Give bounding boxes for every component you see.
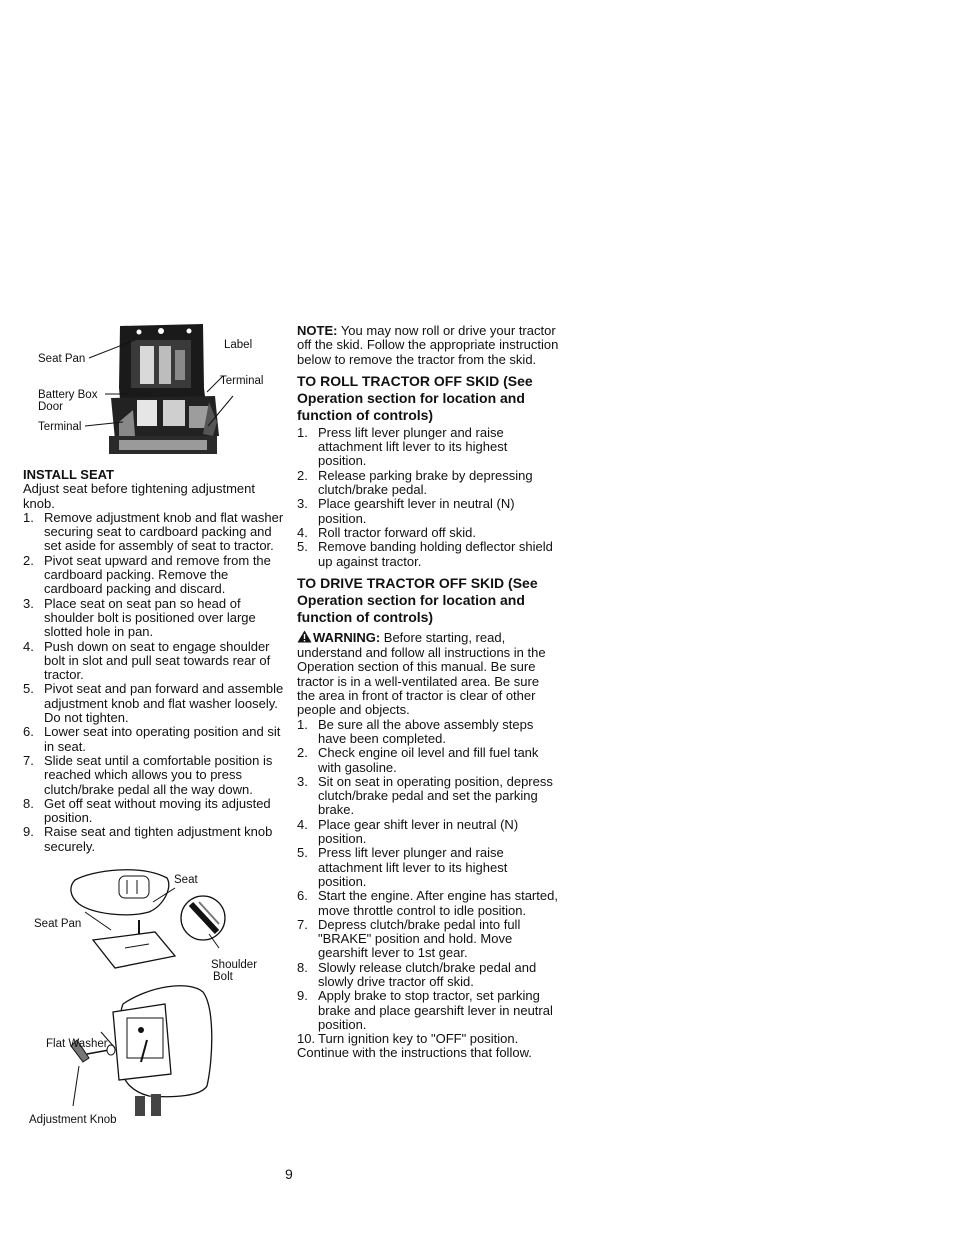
- list-item: [297, 718, 559, 747]
- warning-paragraph: [297, 630, 559, 718]
- figure1-label-battery-box: Battery Box: [38, 389, 98, 401]
- list-item: [23, 554, 285, 597]
- warning-text: Before starting, read, understand and follow all instructions in the Operation section of this manual. Be sure tractor is in a well-ventilated area. Be sure the area in front of tractor is clear of other people and objects.: [297, 629, 546, 718]
- list-item: [297, 961, 559, 990]
- step-number: 8.: [23, 795, 34, 811]
- list-item: [23, 682, 285, 725]
- step-number: 8.: [297, 959, 308, 975]
- list-item: [297, 526, 559, 540]
- list-item: [23, 754, 285, 797]
- figure2-label-adjustment-knob: Adjustment Knob: [29, 1114, 117, 1127]
- step-text: Pivot seat upward and remove from the cardboard packing. Remove the cardboard packing and discard.: [44, 552, 271, 597]
- seat-assembly-figure: [23, 862, 285, 1132]
- figure2-label-seat: Seat: [174, 874, 198, 887]
- step-number: 4.: [23, 638, 34, 654]
- list-item: [297, 989, 559, 1032]
- list-item: [23, 725, 285, 754]
- step-number: 5.: [23, 681, 34, 697]
- install-seat-steps: [23, 511, 285, 854]
- step-text: Remove banding holding deflector shield up against tractor.: [318, 539, 553, 569]
- list-item: [297, 1032, 559, 1046]
- figure2-label-seat-pan: Seat Pan: [34, 918, 82, 931]
- step-text: Apply brake to stop tractor, set parking brake and place gearshift lever in neutral position.: [318, 988, 553, 1032]
- page-number: 9: [285, 1166, 293, 1182]
- figure1-label-seat-pan: Seat Pan: [38, 353, 86, 365]
- figure1-label-terminal-left: Terminal: [38, 421, 82, 433]
- drive-tractor-steps: [297, 718, 559, 1047]
- step-number: 6.: [23, 724, 34, 740]
- step-text: Get off seat without moving its adjusted position.: [44, 795, 271, 826]
- step-number: 4.: [297, 524, 308, 540]
- list-item: [23, 511, 285, 554]
- list-item: [23, 597, 285, 640]
- seat-assembly-illustration: [23, 862, 285, 1132]
- step-text: Press lift lever plunger and raise attachment lift lever to its highest position.: [318, 845, 508, 889]
- battery-box-figure: [23, 318, 285, 458]
- step-number: 3.: [23, 595, 34, 611]
- drive-tractor-heading: TO DRIVE TRACTOR OFF SKID (See Operation section for location and function of controls): [297, 574, 538, 625]
- roll-tractor-heading: TO ROLL TRACTOR OFF SKID (See Operation section for location and function of controls): [297, 372, 533, 423]
- step-number: 4.: [297, 816, 308, 832]
- figure1-label-label: Label: [224, 339, 253, 351]
- step-text: Pivot seat and pan forward and assemble adjustment knob and flat washer loosely. Do not tighten.: [44, 681, 284, 726]
- step-number: 9.: [23, 824, 34, 840]
- step-number: 5.: [297, 539, 308, 555]
- install-seat-intro: Adjust seat before tightening adjustment knob.: [23, 481, 255, 511]
- step-text: Be sure all the above assembly steps have been completed.: [318, 716, 534, 746]
- step-text: Slide seat until a comfortable position is reached which allows you to press clutch/brake pedal all the way down.: [44, 752, 273, 797]
- step-text: Depress clutch/brake pedal into full "BRAKE" position and hold. Move gearshift lever to 1st gear.: [318, 916, 521, 961]
- install-seat-heading: INSTALL SEAT: [23, 467, 114, 482]
- step-number: 2.: [23, 552, 34, 568]
- step-text: Sit on seat in operating position, depress clutch/brake pedal and set the parking brake.: [318, 773, 553, 818]
- list-item: [297, 818, 559, 847]
- step-text: Check engine oil level and fill fuel tank with gasoline.: [318, 745, 539, 775]
- note-text: You may now roll or drive your tractor off the skid. Follow the appropriate instruction below to remove the tractor from the skid.: [297, 323, 559, 367]
- list-item: [297, 469, 559, 498]
- list-item: [297, 426, 559, 469]
- step-number: 2.: [297, 467, 308, 483]
- step-text: Place gear shift lever in neutral (N) position.: [318, 816, 519, 847]
- step-text: Slowly release clutch/brake pedal and slowly drive tractor off skid.: [318, 959, 537, 989]
- figure1-label-door: Door: [38, 401, 63, 413]
- list-item: [297, 540, 559, 569]
- step-text: Remove adjustment knob and flat washer securing seat to cardboard packing and set aside for assembly of seat to tractor.: [44, 509, 284, 554]
- step-number: 9.: [297, 988, 308, 1004]
- step-number: 3.: [297, 496, 308, 512]
- list-item: [297, 775, 559, 818]
- step-number: 1.: [297, 716, 308, 732]
- step-text: Start the engine. After engine has started, move throttle control to idle position.: [318, 888, 558, 918]
- step-text: Lower seat into operating position and sit in seat.: [44, 724, 281, 754]
- step-number: 7.: [23, 752, 34, 768]
- figure2-label-shoulder: Shoulder: [211, 959, 258, 972]
- step-text: Place seat on seat pan so head of shoulder bolt is positioned over large slotted hole in pan.: [44, 595, 256, 640]
- closing-text: Continue with the instructions that follow.: [297, 1045, 532, 1061]
- list-item: [297, 746, 559, 775]
- step-number: 3.: [297, 773, 308, 789]
- step-text: Turn ignition key to "OFF" position.: [318, 1031, 519, 1047]
- step-number: 2.: [297, 745, 308, 761]
- note-paragraph: [297, 324, 559, 367]
- figure2-label-bolt: Bolt: [213, 971, 233, 984]
- note-label: NOTE:: [297, 323, 338, 338]
- step-number: 10.: [297, 1031, 316, 1047]
- list-item: [297, 889, 559, 918]
- figure2-label-flat-washer: Flat Washer: [46, 1038, 108, 1051]
- step-text: Roll tractor forward off skid.: [318, 524, 476, 540]
- roll-tractor-steps: [297, 426, 559, 569]
- list-item: [23, 640, 285, 683]
- step-text: Press lift lever plunger and raise attachment lift lever to its highest position.: [318, 424, 508, 469]
- step-text: Place gearshift lever in neutral (N) position.: [318, 496, 515, 526]
- step-text: Raise seat and tighten adjustment knob securely.: [44, 824, 273, 854]
- step-number: 7.: [297, 916, 308, 932]
- figure1-label-terminal-right: Terminal: [220, 375, 264, 387]
- step-number: 6.: [297, 888, 308, 904]
- warning-label: WARNING:: [313, 629, 381, 645]
- list-item: [23, 797, 285, 826]
- right-column: [297, 324, 559, 1061]
- warning-triangle-icon: [297, 630, 312, 646]
- step-text: Release parking brake by depressing clutch/brake pedal.: [318, 467, 533, 498]
- list-item: [297, 918, 559, 961]
- list-item: [297, 497, 559, 526]
- list-item: [297, 846, 559, 889]
- list-item: [23, 825, 285, 854]
- left-column: [23, 318, 285, 1132]
- step-number: 1.: [23, 509, 34, 525]
- step-number: 1.: [297, 424, 308, 440]
- step-number: 5.: [297, 845, 308, 861]
- step-text: Push down on seat to engage shoulder bolt in slot and pull seat towards rear of tractor.: [44, 638, 271, 683]
